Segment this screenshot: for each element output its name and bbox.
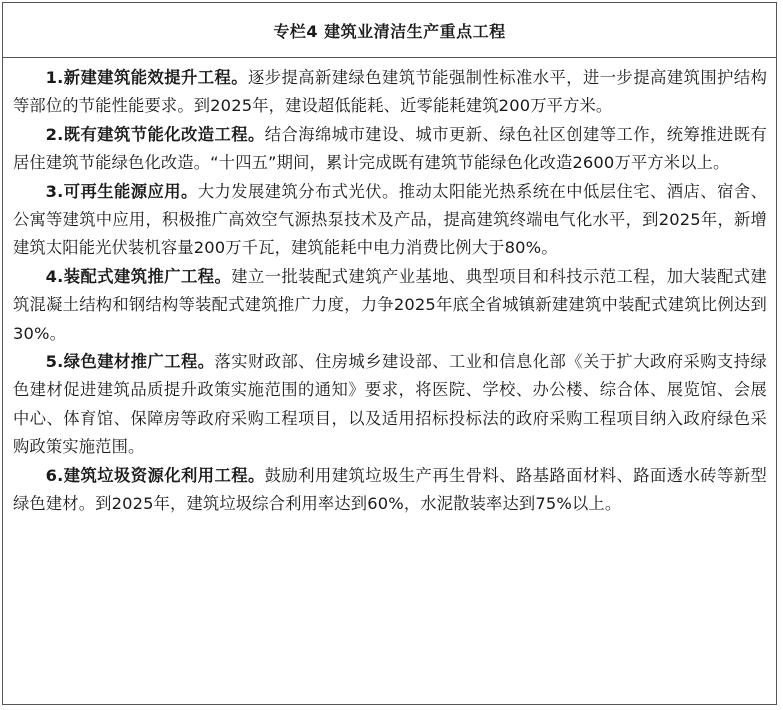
item-5-title: 5.绿色建材推广工程。 [45,352,215,372]
item-2-body: 结合海绵城市建设、城市更新、绿色社区创建等工作，统筹推进既有居住建筑节能绿色化改造。“十四五”期间，累计完成既有建筑节能绿色化改造2600万平方米以上。 [13,124,767,173]
item-5 [13,348,767,462]
item-4-body: 建立一批装配式建筑产业基地、典型项目和科技示范工程，加大装配式建筑混凝土结构和钢结构等装配式建筑推广力度，力争2025年底全省城镇新建建筑中装配式建筑比例达到30%。 [13,266,767,343]
item-3-title: 3.可再生能源应用。 [45,181,198,201]
item-1-title: 1.新建建筑能效提升工程。 [45,68,249,87]
item-3-body: 大力发展建筑分布式光伏。推动太阳能光热系统在中低层住宅、酒店、宿舍、公寓等建筑中应用，积极推广高效空气源热泵技术及产品，提高建筑终端电气化水平，到2025年，新增建筑太阳能光伏装机容量200万千瓦，建筑能耗中电力消费比例大于80%。 [13,181,767,258]
item-1-body: 逐步提高新建绿色建筑节能强制性标准水平，进一步提高建筑围护结构等部位的节能性能要求。到2025年，建设超低能耗、近零能耗建筑200万平方米。 [13,68,768,116]
item-6 [13,462,767,519]
item-4-title: 4.装配式建筑推广工程。 [45,266,232,286]
box-content [3,58,776,519]
item-1 [13,64,767,121]
box-header [3,3,776,58]
feature-box [2,2,777,705]
item-3 [13,178,767,263]
item-5-body: 落实财政部、住房城乡建设部、工业和信息化部《关于扩大政府采购支持绿色建材促进建筑品质提升政策实施范围的通知》要求，将医院、学校、办公楼、综合体、展览馆、会展中心、体育馆、保障房等政府采购工程项目，以及适用招标投标法的政府采购工程项目纳入政府绿色采购政策实施范围。 [13,352,767,457]
item-2 [13,121,767,178]
item-6-title: 6.建筑垃圾资源化利用工程。 [45,465,265,485]
item-2-title: 2.既有建筑节能化改造工程。 [45,124,265,144]
item-4 [13,263,767,348]
item-6-body: 鼓励利用建筑垃圾生产再生骨料、路基路面材料、路面透水砖等新型绿色建材。到2025年，建筑垃圾综合利用率达到60%，水泥散装率达到75%以上。 [13,465,767,514]
box-title: 专栏4 建筑业清洁生产重点工程 [273,21,506,41]
